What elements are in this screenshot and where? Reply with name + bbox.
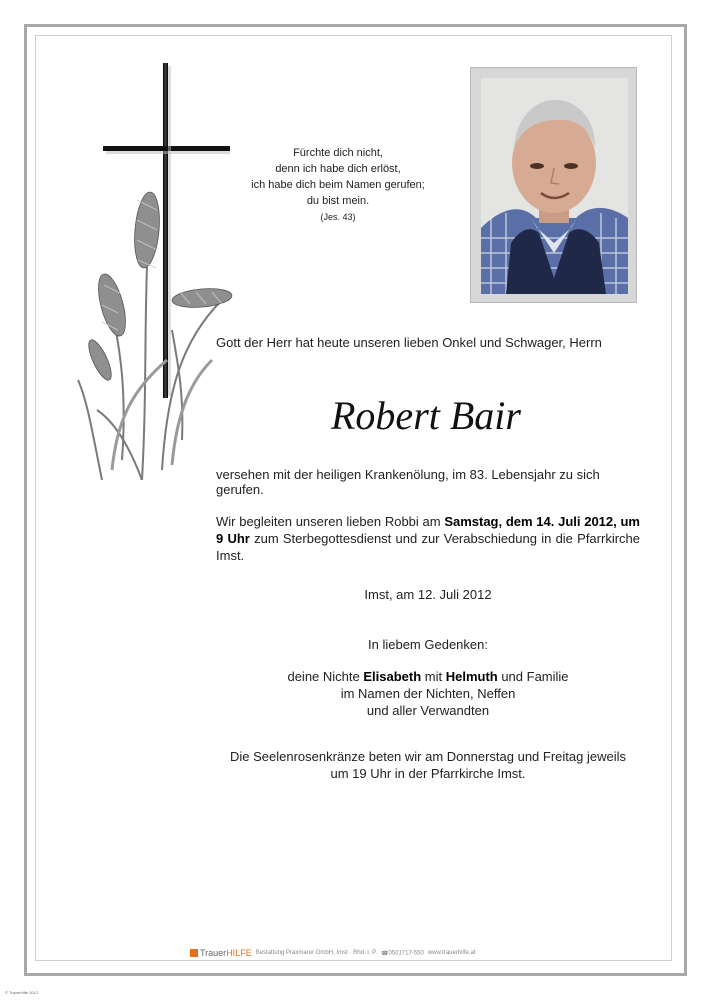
brand-part-highlight: HILFE — [226, 948, 252, 958]
mourners-line-2: im Namen der Nichten, Neffen — [340, 686, 516, 701]
funeral-announcement — [216, 513, 640, 564]
footer-company: Bestattung Praxmarer GmbH, Imst · Rhd. i. P. — [255, 950, 377, 956]
funeral-time: um 9 Uhr — [216, 514, 640, 546]
verse-line: du bist mein. — [306, 195, 370, 207]
mourner-name: Helmuth — [445, 669, 498, 684]
footer-brand — [200, 948, 252, 958]
funeral-date: Samstag, dem 14. Juli 2012, — [444, 514, 617, 529]
verse-line: Fürchte dich nicht, — [293, 147, 383, 159]
trauerhilfe-logo-icon — [190, 949, 198, 957]
place-date: Imst, am 12. Juli 2012 — [364, 587, 492, 602]
funeral-text-before: Wir begleiten unseren lieben Robbi am — [216, 514, 445, 529]
mourners-list — [200, 668, 656, 719]
footer-website[interactable]: www.trauerhilfe.at — [427, 950, 476, 956]
intro-text: Gott der Herr hat heute unseren lieben Onkel und Schwager, Herrn — [216, 335, 602, 350]
mourners-line-1 — [200, 668, 656, 685]
portrait-photo — [470, 67, 637, 303]
rosary-info — [200, 748, 656, 782]
sacrament-text: versehen mit der heiligen Krankenölung, im 83. Lebensjahr zu sich gerufen. — [216, 467, 600, 497]
verse-line: ich habe dich beim Namen gerufen; — [251, 179, 425, 191]
funeral-text-after: zum Sterbegottesdienst und zur Verabschiedung in die Pfarrkirche Imst. — [216, 531, 640, 563]
mourners-text: und Familie — [497, 669, 569, 684]
brand-part: Trauer — [200, 948, 227, 958]
phone-icon: ☎ — [380, 950, 389, 957]
verse-line: denn ich habe dich erlöst, — [275, 163, 401, 175]
copyright-note: © Trauerhilfe 2012 — [5, 990, 38, 995]
portrait-image — [481, 78, 628, 294]
verse-reference: (Jes. 43) — [320, 212, 356, 222]
rosary-line-1: Die Seelenrosenkränze beten wir am Donnerstag und Freitag jeweils — [230, 749, 626, 764]
mourner-name: Elisabeth — [363, 669, 422, 684]
in-memory-heading: In liebem Gedenken: — [368, 637, 488, 652]
footer — [190, 948, 550, 962]
mourners-text: mit — [421, 669, 446, 684]
mourners-text: deine Nichte — [287, 669, 364, 684]
bible-verse — [238, 145, 438, 225]
deceased-name: Robert Bair — [331, 393, 521, 438]
mourners-line-3: und aller Verwandten — [366, 703, 490, 718]
rosary-line-2: um 19 Uhr in der Pfarrkirche Imst. — [330, 766, 526, 781]
footer-phone: 0501717-550 — [388, 950, 424, 957]
